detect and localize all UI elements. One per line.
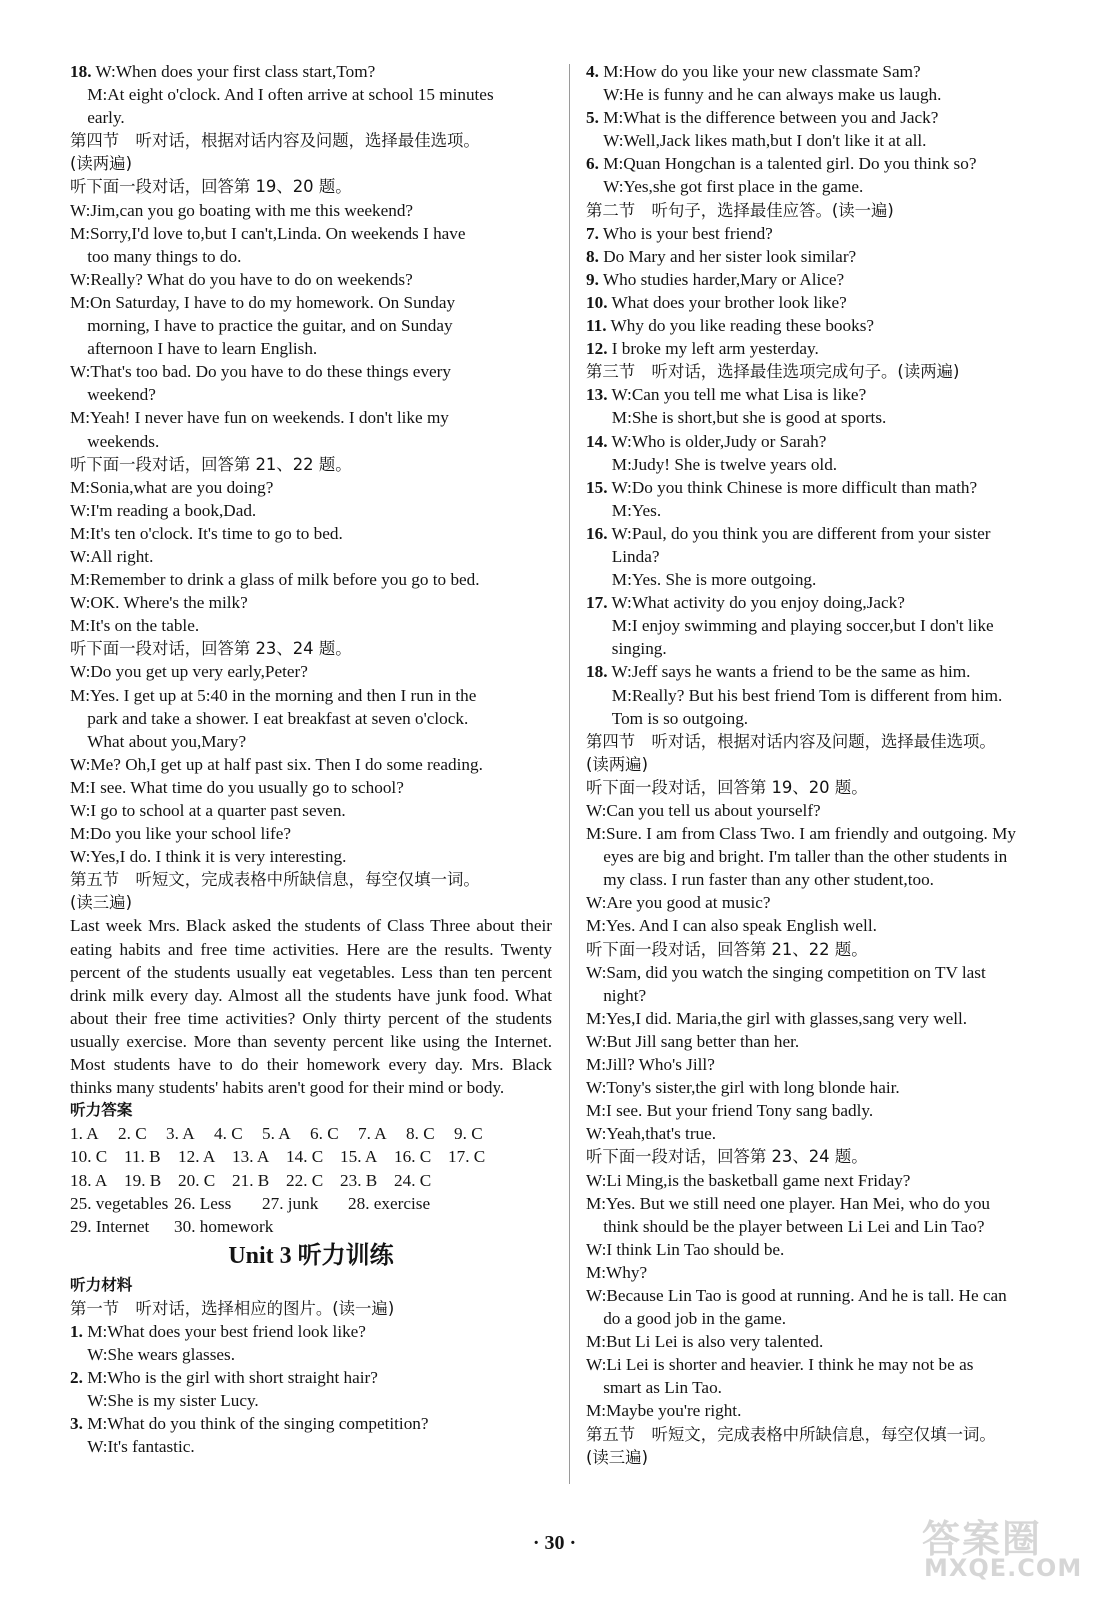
dialogue-line: M:I enjoy swimming and playing soccer,but I don't like bbox=[586, 616, 994, 636]
question-text: W:Jeff says he wants a friend to be the same as him. bbox=[607, 662, 971, 682]
question-number: 9. bbox=[586, 269, 599, 289]
question-text: Why do you like reading these books? bbox=[606, 316, 875, 336]
dialogue-line: M:Yes. But we still need one player. Han Mei, who do you bbox=[586, 1193, 991, 1213]
question-line bbox=[586, 268, 1064, 291]
dialogue-line: W:Sam, did you watch the singing competition on TV last bbox=[586, 962, 986, 982]
question-text: M:Who is the girl with short straight hair? bbox=[82, 1368, 378, 1388]
question-line bbox=[586, 476, 1064, 499]
dialogue-line: W:Yes,she got first place in the game. bbox=[586, 177, 864, 197]
dialogue-line: M:Jill? Who's Jill? bbox=[586, 1055, 715, 1075]
dialogue-line: M:Yeah! I never have fun on weekends. I don't like my bbox=[70, 408, 449, 428]
dialogue-line: W:She is my sister Lucy. bbox=[70, 1391, 259, 1411]
dialogue-line: M:Yes,I did. Maria,the girl with glasses,sang very well. bbox=[586, 1008, 968, 1028]
section-heading: 听下面一段对话，回答第 19、20 题。 bbox=[586, 777, 868, 797]
question-number: 16. bbox=[586, 523, 608, 543]
dialogue-line: weekends. bbox=[70, 431, 160, 451]
question-number: 17. bbox=[586, 593, 608, 613]
section-heading: 第三节 听对话，选择最佳选项完成句子。(读两遍) bbox=[586, 362, 960, 382]
section-heading: (读两遍) bbox=[70, 154, 132, 174]
dialogue-line: M:Yes. She is more outgoing. bbox=[586, 570, 817, 590]
question-line bbox=[586, 660, 1064, 683]
question-text: M:What does your best friend look like? bbox=[82, 1321, 366, 1341]
dialogue-line: think should be the player between Li Lei and Lin Tao? bbox=[586, 1216, 985, 1236]
answer-item: 29. Internet bbox=[70, 1216, 150, 1236]
section-heading: (读三遍) bbox=[70, 893, 132, 913]
question-text: W:Can you tell me what Lisa is like? bbox=[607, 385, 867, 405]
answer-item: 12. A bbox=[178, 1147, 216, 1167]
answer-item: 18. A bbox=[70, 1170, 108, 1190]
question-number: 2. bbox=[70, 1368, 83, 1388]
column-divider bbox=[569, 64, 570, 1484]
question-line bbox=[586, 106, 1064, 129]
dialogue-line: smart as Lin Tao. bbox=[586, 1378, 722, 1398]
dialogue-line: night? bbox=[586, 985, 647, 1005]
dialogue-line: M:Judy! She is twelve years old. bbox=[586, 454, 838, 474]
dialogue-line: W:He is funny and he can always make us laugh. bbox=[586, 85, 942, 105]
dialogue-line: M:Why? bbox=[586, 1262, 648, 1282]
dialogue-line: W:Yeah,that's true. bbox=[586, 1124, 717, 1144]
dialogue-line: M:Do you like your school life? bbox=[70, 824, 292, 844]
dialogue-line: W:That's too bad. Do you have to do these things every bbox=[70, 362, 451, 382]
answer-item: 24. C bbox=[394, 1170, 432, 1190]
answer-item: 17. C bbox=[448, 1147, 486, 1167]
dialogue-line: W:I think Lin Tao should be. bbox=[586, 1239, 785, 1259]
question-number: 18. bbox=[70, 62, 92, 81]
answer-item: 3. A bbox=[166, 1124, 195, 1144]
question-number: 7. bbox=[586, 223, 599, 243]
page-number: · 30 · bbox=[532, 1532, 577, 1554]
dialogue-line: singing. bbox=[586, 639, 667, 659]
question-text: W:Who is older,Judy or Sarah? bbox=[607, 431, 827, 451]
subheading: 听力材料 bbox=[70, 1275, 133, 1294]
answer-item: 8. C bbox=[406, 1124, 435, 1144]
question-number: 11. bbox=[586, 316, 607, 336]
dialogue-line: W:Li Ming,is the basketball game next Friday? bbox=[586, 1170, 911, 1190]
dialogue-line: M:She is short,but she is good at sports. bbox=[586, 408, 887, 428]
answer-item: 7. A bbox=[358, 1124, 387, 1144]
dialogue-line: M:On Saturday, I have to do my homework. On Sunday bbox=[70, 292, 456, 312]
question-text: M:Quan Hongchan is a talented girl. Do you think so? bbox=[598, 154, 977, 174]
answer-item: 13. A bbox=[232, 1147, 270, 1167]
dialogue-line: too many things to do. bbox=[70, 246, 242, 266]
question-line bbox=[70, 1320, 552, 1343]
question-line bbox=[70, 1366, 552, 1389]
section-heading: 听下面一段对话，回答第 23、24 题。 bbox=[586, 1147, 868, 1167]
dialogue-line: W:Because Lin Tao is good at running. And he is tall. He can bbox=[586, 1285, 1007, 1305]
dialogue-line: M:Remember to drink a glass of milk before you go to bed. bbox=[70, 570, 480, 590]
question-text: M:What do you think of the singing competition? bbox=[82, 1414, 429, 1434]
section-heading: (读三遍) bbox=[586, 1447, 648, 1467]
answer-item: 21. B bbox=[232, 1170, 270, 1190]
answer-row bbox=[70, 1169, 552, 1192]
dialogue-line: W:Really? What do you have to do on weekends? bbox=[70, 269, 413, 289]
dialogue-line: W:Well,Jack likes math,but I don't like it at all. bbox=[586, 131, 927, 151]
dialogue-line: M:It's on the table. bbox=[70, 616, 200, 636]
answer-item: 20. C bbox=[178, 1170, 216, 1190]
dialogue-line: M:Maybe you're right. bbox=[586, 1401, 742, 1421]
dialogue-line: What about you,Mary? bbox=[70, 731, 247, 751]
answer-item: 25. vegetables bbox=[70, 1193, 169, 1213]
subheading: 听力答案 bbox=[70, 1101, 133, 1120]
dialogue-line: W:Can you tell us about yourself? bbox=[586, 801, 821, 820]
passage-paragraph: Last week Mrs. Black asked the students of Class Three about their eating habits and free time activities. Here are the results. Twenty percent of the students usually eat vegetables. Less than ten percent drink milk every day. Almost all the students have junk food. What about their free time activities? Only thirty percent of the students usually exercise. More than seventy percent like using the Internet. Most students have to do their homework every day. Mrs. Black thinks many students' habits aren't good for their mind or body. bbox=[70, 916, 552, 1098]
question-text: Do Mary and her sister look similar? bbox=[598, 246, 857, 266]
answer-row bbox=[70, 1145, 552, 1168]
question-number: 1. bbox=[70, 1321, 83, 1341]
answer-item: 22. C bbox=[286, 1170, 324, 1190]
answer-item: 28. exercise bbox=[348, 1193, 431, 1213]
dialogue-line: park and take a shower. I eat breakfast at seven o'clock. bbox=[70, 708, 469, 728]
question-line bbox=[586, 430, 1064, 453]
question-line bbox=[70, 1412, 552, 1435]
dialogue-line: M:Really? But his best friend Tom is different from him. bbox=[586, 685, 1003, 705]
watermark-text-en: MXQE.COM bbox=[924, 1554, 1083, 1582]
question-number: 3. bbox=[70, 1414, 83, 1434]
section-heading: 听下面一段对话，回答第 21、22 题。 bbox=[70, 454, 352, 474]
answer-row bbox=[70, 1122, 552, 1145]
question-number: 6. bbox=[586, 154, 599, 174]
question-number: 10. bbox=[586, 292, 608, 312]
question-text: W:What activity do you enjoy doing,Jack? bbox=[607, 593, 905, 613]
question-number: 5. bbox=[586, 108, 599, 128]
question-line bbox=[586, 245, 1064, 268]
dialogue-line: W:OK. Where's the milk? bbox=[70, 593, 248, 613]
answer-item: 30. homework bbox=[174, 1216, 274, 1236]
right-column bbox=[586, 60, 1064, 1469]
dialogue-line: eyes are big and bright. I'm taller than the other students in bbox=[586, 847, 1008, 867]
section-heading: 听下面一段对话，回答第 23、24 题。 bbox=[70, 639, 352, 659]
dialogue-line: M:Sorry,I'd love to,but I can't,Linda. On weekends I have bbox=[70, 223, 466, 243]
section-heading: 第五节 听短文，完成表格中所缺信息，每空仅填一词。 bbox=[70, 870, 480, 890]
section-heading: 第一节 听对话，选择相应的图片。(读一遍) bbox=[70, 1298, 395, 1318]
dialogue-line: morning, I have to practice the guitar, and on Sunday bbox=[70, 316, 453, 336]
dialogue-line: do a good job in the game. bbox=[586, 1309, 787, 1329]
answer-row bbox=[70, 1215, 552, 1238]
question-number: 14. bbox=[586, 431, 608, 451]
answer-item: 19. B bbox=[124, 1170, 162, 1190]
dialogue-line: W:Yes,I do. I think it is very interesting. bbox=[70, 847, 347, 867]
dialogue-line: M:Yes. And I can also speak English well. bbox=[586, 916, 877, 936]
dialogue-line: my class. I run faster than any other student,too. bbox=[586, 870, 934, 890]
answer-item: 16. C bbox=[394, 1147, 432, 1167]
answer-item: 5. A bbox=[262, 1124, 291, 1144]
dialogue-line: M:Yes. bbox=[586, 500, 662, 520]
question-text: Who studies harder,Mary or Alice? bbox=[598, 269, 845, 289]
unit-title: Unit 3 听力训练 bbox=[228, 1242, 394, 1269]
watermark-logo bbox=[918, 1508, 1083, 1586]
dialogue-line: W:I'm reading a book,Dad. bbox=[70, 500, 257, 520]
dialogue-line: W:Me? Oh,I get up at half past six. Then I do some reading. bbox=[70, 754, 483, 774]
dialogue-line: M:Sonia,what are you doing? bbox=[70, 477, 274, 497]
answer-row bbox=[70, 1192, 552, 1215]
dialogue-line: M:But Li Lei is also very talented. bbox=[586, 1332, 824, 1352]
dialogue-line: W:It's fantastic. bbox=[70, 1437, 195, 1457]
question-text: M:How do you like your new classmate Sam? bbox=[598, 62, 921, 81]
answer-item: 4. C bbox=[214, 1124, 243, 1144]
question-line bbox=[586, 383, 1064, 406]
question-line bbox=[586, 314, 1064, 337]
dialogue-line: W:All right. bbox=[70, 546, 154, 566]
dialogue-line: weekend? bbox=[70, 385, 156, 405]
answer-item: 11. B bbox=[124, 1147, 161, 1167]
dialogue-line: W:But Jill sang better than her. bbox=[586, 1031, 800, 1051]
question-line bbox=[586, 152, 1064, 175]
answer-item: 26. Less bbox=[174, 1193, 232, 1213]
answer-item: 15. A bbox=[340, 1147, 378, 1167]
question-text: M:What is the difference between you and Jack? bbox=[598, 108, 939, 128]
question-text: W:Do you think Chinese is more difficult than math? bbox=[607, 477, 978, 497]
question-number: 15. bbox=[586, 477, 608, 497]
dialogue-line: M:I see. But your friend Tony sang badly. bbox=[586, 1101, 874, 1121]
answer-item: 10. C bbox=[70, 1147, 108, 1167]
dialogue-line: Linda? bbox=[586, 546, 660, 566]
answer-item: 9. C bbox=[454, 1124, 483, 1144]
section-heading: 第五节 听短文，完成表格中所缺信息，每空仅填一词。 bbox=[586, 1424, 996, 1444]
dialogue-line: W:Jim,can you go boating with me this weekend? bbox=[70, 200, 414, 220]
dialogue-line: afternoon I have to learn English. bbox=[70, 339, 318, 359]
question-line bbox=[586, 60, 1064, 83]
answer-item: 1. A bbox=[70, 1124, 99, 1144]
question-line bbox=[586, 522, 1064, 545]
section-heading: 第四节 听对话，根据对话内容及问题，选择最佳选项。 bbox=[586, 731, 996, 751]
dialogue-line: early. bbox=[70, 108, 125, 128]
question-text: W:Paul, do you think you are different from your sister bbox=[607, 523, 991, 543]
dialogue-line: M:It's ten o'clock. It's time to go to bed. bbox=[70, 523, 343, 543]
dialogue-line: W:Li Lei is shorter and heavier. I think he may not be as bbox=[586, 1355, 974, 1375]
question-number: 18. bbox=[586, 662, 608, 682]
dialogue-line: Tom is so outgoing. bbox=[586, 708, 749, 728]
question-line bbox=[70, 60, 552, 83]
answer-item: 2. C bbox=[118, 1124, 147, 1144]
question-text: I broke my left arm yesterday. bbox=[607, 339, 819, 359]
dialogue-line: M:Yes. I get up at 5:40 in the morning and then I run in the bbox=[70, 685, 477, 705]
question-line bbox=[586, 222, 1064, 245]
question-number: 8. bbox=[586, 246, 599, 266]
question-number: 13. bbox=[586, 385, 608, 405]
dialogue-line: M:I see. What time do you usually go to school? bbox=[70, 777, 404, 797]
question-line bbox=[586, 591, 1064, 614]
dialogue-line: W:Do you get up very early,Peter? bbox=[70, 662, 308, 682]
section-heading: 第四节 听对话，根据对话内容及问题，选择最佳选项。 bbox=[70, 131, 480, 151]
dialogue-line: W:Tony's sister,the girl with long blonde hair. bbox=[586, 1078, 900, 1098]
section-heading: 听下面一段对话，回答第 21、22 题。 bbox=[586, 939, 868, 959]
dialogue-line: W:I go to school at a quarter past seven. bbox=[70, 801, 346, 820]
answer-item: 27. junk bbox=[262, 1193, 319, 1213]
question-number: 4. bbox=[586, 62, 599, 81]
section-heading: 第二节 听句子，选择最佳应答。(读一遍) bbox=[586, 200, 894, 220]
answer-item: 23. B bbox=[340, 1170, 378, 1190]
dialogue-line: M:At eight o'clock. And I often arrive at school 15 minutes bbox=[70, 85, 494, 105]
section-heading: (读两遍) bbox=[586, 754, 648, 774]
watermark-text-cn: 答案圈 bbox=[922, 1517, 1043, 1561]
question-text: What does your brother look like? bbox=[607, 292, 847, 312]
question-line bbox=[586, 291, 1064, 314]
dialogue-line: W:She wears glasses. bbox=[70, 1345, 235, 1365]
question-number: 12. bbox=[586, 339, 608, 359]
answer-item: 6. C bbox=[310, 1124, 339, 1144]
section-heading: 听下面一段对话，回答第 19、20 题。 bbox=[70, 177, 352, 197]
answer-item: 14. C bbox=[286, 1147, 324, 1167]
question-line bbox=[586, 337, 1064, 360]
question-text: Who is your best friend? bbox=[598, 223, 773, 243]
dialogue-line: M:Sure. I am from Class Two. I am friendly and outgoing. My bbox=[586, 824, 1017, 844]
dialogue-line: W:Are you good at music? bbox=[586, 893, 771, 913]
question-text: W:When does your first class start,Tom? bbox=[91, 62, 376, 81]
left-column bbox=[70, 60, 552, 1459]
